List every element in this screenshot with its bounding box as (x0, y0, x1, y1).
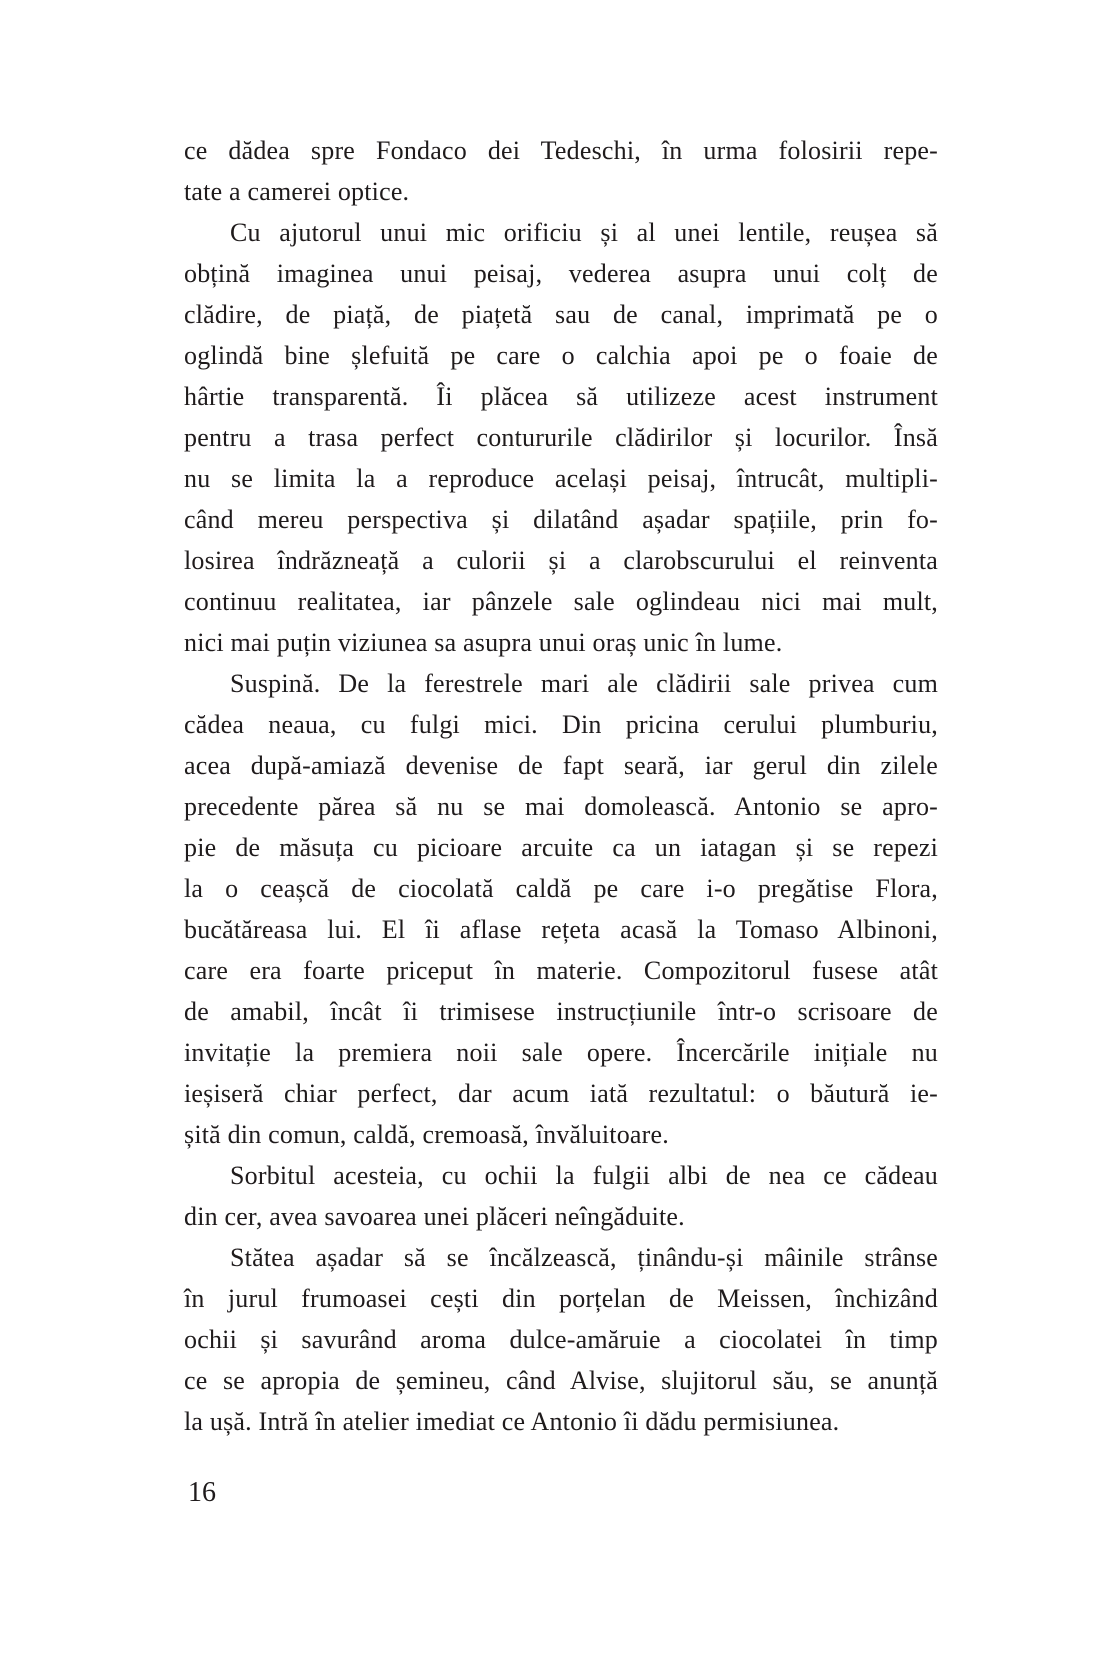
text-line: acea după-amiază devenise de fapt seară, iar gerul din zilele (184, 751, 938, 780)
text-line: în jurul frumoasei cești din porțelan de Meissen, închizând (184, 1284, 938, 1313)
text-line: când mereu perspectiva și dilatând așadar spațiile, prin fo- (184, 505, 938, 534)
text-line: obțină imaginea unui peisaj, vederea asupra unui colț de (184, 259, 938, 288)
text-line: șită din comun, caldă, cremoasă, învăluitoare. (184, 1120, 669, 1149)
text-line: pie de măsuța cu picioare arcuite ca un iatagan și se repezi (184, 833, 938, 862)
text-line: invitație la premiera noii sale opere. Încercările inițiale nu (184, 1038, 938, 1067)
text-line: oglindă bine șlefuită pe care o calchia apoi pe o foaie de (184, 341, 938, 370)
paragraph (184, 663, 938, 1155)
text-line: pentru a trasa perfect contururile clădirilor și locurilor. Însă (184, 423, 938, 452)
text-line: din cer, avea savoarea unei plăceri neîngăduite. (184, 1202, 685, 1231)
text-line: la ușă. Intră în atelier imediat ce Antonio îi dădu permisiunea. (184, 1407, 840, 1436)
text-line: Suspină. De la ferestrele mari ale clădirii sale privea cum (230, 669, 938, 698)
text-line: nici mai puțin viziunea sa asupra unui oraș unic în lume. (184, 628, 783, 657)
text-line: hârtie transparentă. Îi plăcea să utilizeze acest instrument (184, 382, 938, 411)
paragraph (184, 130, 938, 212)
text-line: ce dădea spre Fondaco dei Tedeschi, în urma folosirii repe- (184, 136, 938, 165)
text-line: care era foarte priceput în materie. Compozitorul fusese atât (184, 956, 938, 985)
text-line: continuu realitatea, iar pânzele sale oglindeau nici mai mult, (184, 587, 938, 616)
text-line: nu se limita la a reproduce același peisaj, întrucât, multipli- (184, 464, 938, 493)
text-line: de amabil, încât îi trimisese instrucțiunile într-o scrisoare de (184, 997, 938, 1026)
text-line: Cu ajutorul unui mic orificiu și al unei lentile, reușea să (230, 218, 938, 247)
text-line: tate a camerei optice. (184, 177, 410, 206)
text-line: ochii și savurând aroma dulce-amăruie a ciocolatei în timp (184, 1325, 938, 1354)
text-line: losirea îndrăzneață a culorii și a clarobscurului el reinventa (184, 546, 938, 575)
page-number: 16 (188, 1477, 216, 1508)
text-line: bucătăreasa lui. El îi aflase rețeta acasă la Tomaso Albinoni, (184, 915, 938, 944)
text-line: ieșiseră chiar perfect, dar acum iată rezultatul: o băutură ie- (184, 1079, 938, 1108)
text-line: ce se apropia de șemineu, când Alvise, slujitorul său, se anunță (184, 1366, 938, 1395)
paragraph (184, 212, 938, 663)
paragraph (184, 1155, 938, 1237)
text-line: Stătea așadar să se încălzească, ținându-și mâinile strânse (230, 1243, 938, 1272)
text-line: clădire, de piață, de piațetă sau de canal, imprimată pe o (184, 300, 938, 329)
paragraph (184, 1237, 938, 1442)
text-line: cădea neaua, cu fulgi mici. Din pricina cerului plumburiu, (184, 710, 938, 739)
text-line: Sorbitul acesteia, cu ochii la fulgii albi de nea ce cădeau (230, 1161, 938, 1190)
text-column (184, 130, 938, 1442)
text-line: precedente părea să nu se mai domolească. Antonio se apro- (184, 792, 938, 821)
text-line: la o ceașcă de ciocolată caldă pe care i-o pregătise Flora, (184, 874, 938, 903)
